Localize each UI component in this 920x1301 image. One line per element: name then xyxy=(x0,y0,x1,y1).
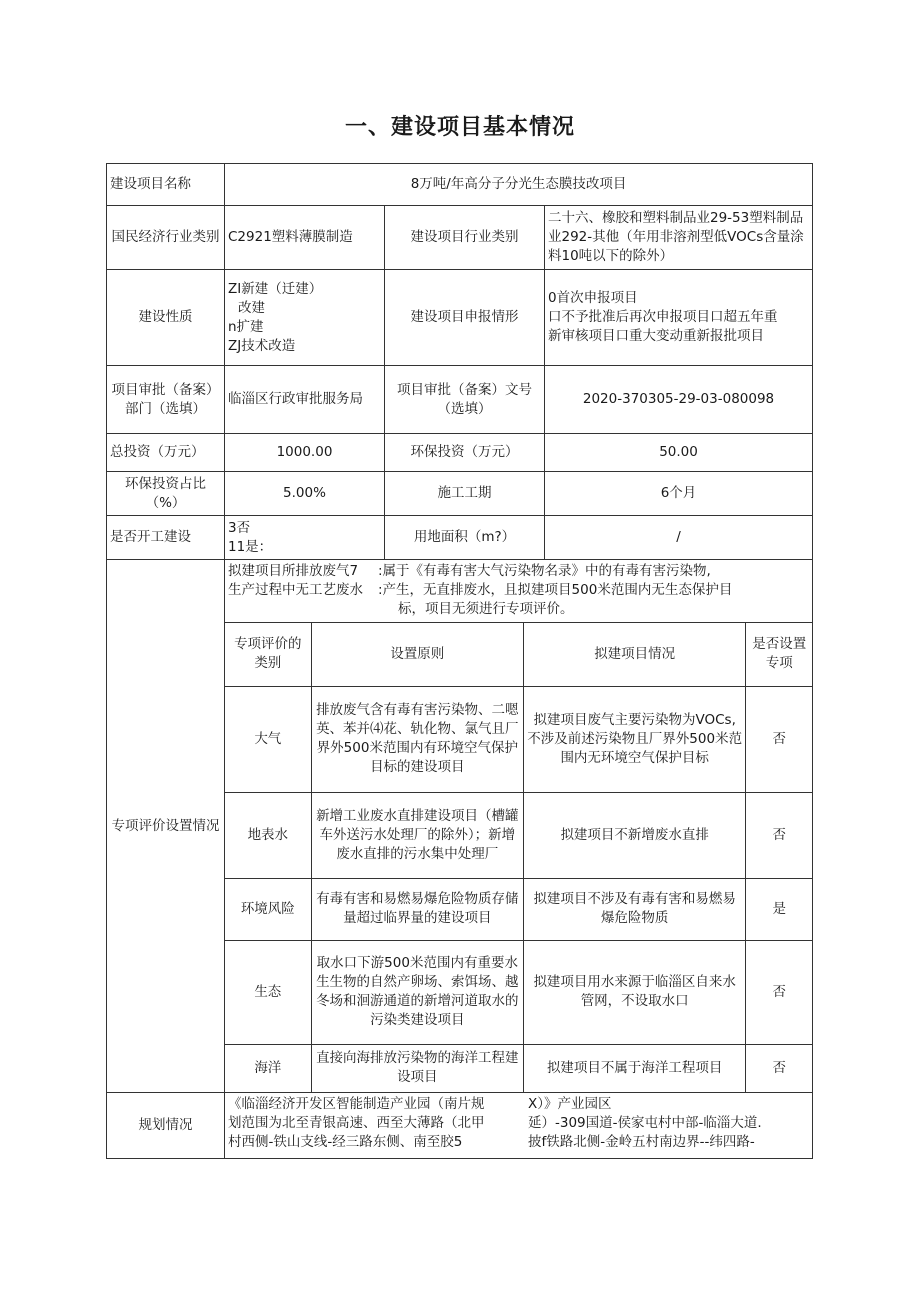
special-intro xyxy=(225,560,812,622)
special-intro-right-2: :产生，无直排废水，且拟建项目500米范围内无生态保护目 xyxy=(378,582,733,598)
approval-dept-value: 临淄区行政审批服务局 xyxy=(225,366,385,434)
env-investment-value: 50.00 xyxy=(545,434,813,472)
special-intro-row xyxy=(225,560,812,622)
header-situation: 拟建项目情况 xyxy=(524,622,746,686)
planning-label: 规划情况 xyxy=(107,1093,225,1159)
row-set: 否 xyxy=(746,1044,812,1092)
table-row xyxy=(225,792,812,878)
row-category: 海洋 xyxy=(225,1044,311,1092)
planning-left xyxy=(228,1095,528,1152)
row-situation: 拟建项目用水来源于临淄区自来水管网，不设取水口 xyxy=(524,940,746,1044)
row-set: 是 xyxy=(746,878,812,940)
env-investment-label: 环保投资（万元） xyxy=(385,434,545,472)
declaration-line-3[interactable]: 新审核项目口重大变动重新报批项目 xyxy=(548,328,764,344)
land-area-value: / xyxy=(545,516,813,560)
started-option-no[interactable]: 3否 xyxy=(228,519,251,536)
row-nature xyxy=(107,270,813,366)
industry-category-label: 建设项目行业类别 xyxy=(385,206,545,270)
row-started xyxy=(107,516,813,560)
planning-right xyxy=(528,1095,809,1152)
planning-right-1: X）》产业园区 xyxy=(528,1096,612,1112)
row-ratio xyxy=(107,472,813,516)
basic-info-table xyxy=(106,163,813,1159)
row-category: 环境风险 xyxy=(225,878,311,940)
declaration-line-2[interactable]: 口不予批准后再次申报项目口超五年重 xyxy=(548,309,778,325)
planning-left-1: 《临淄经济开发区智能制造产业园（南片规 xyxy=(228,1096,485,1112)
row-principle: 直接向海排放污染物的海洋工程建设项目 xyxy=(311,1044,523,1092)
row-situation: 拟建项目废气主要污染物为VOCs,不涉及前述污染物且厂界外500米范围内无环境空气保护目标 xyxy=(524,686,746,792)
land-area-label: 用地面积（m?） xyxy=(385,516,545,560)
row-category: 大气 xyxy=(225,686,311,792)
header-principle: 设置原则 xyxy=(311,622,523,686)
nature-label: 建设性质 xyxy=(107,270,225,366)
header-set: 是否设置专项 xyxy=(746,622,812,686)
special-assessment-table xyxy=(225,560,812,1092)
row-planning xyxy=(107,1093,813,1159)
page-title: 一、建设项目基本情况 xyxy=(344,115,575,140)
row-situation: 拟建项目不新增废水直排 xyxy=(524,792,746,878)
nature-options xyxy=(225,270,385,366)
row-investment xyxy=(107,434,813,472)
planning-left-2: 划范围为北至青银高速、西至大薄路（北甲 xyxy=(228,1115,485,1131)
row-set: 否 xyxy=(746,792,812,878)
industry-category-value: 二十六、橡胶和塑料制品业29-53塑料制品业292-其他（年用非溶剂型低VOCs含量涂料10吨以下的除外） xyxy=(545,206,813,270)
nature-option-expand[interactable]: n扩建 xyxy=(228,318,264,335)
table-row xyxy=(225,1044,812,1092)
started-label: 是否开工建设 xyxy=(107,516,225,560)
header-category: 专项评价的类别 xyxy=(225,622,311,686)
special-header-row xyxy=(225,622,812,686)
row-situation: 拟建项目不属于海洋工程项目 xyxy=(524,1044,746,1092)
industry-label: 国民经济行业类别 xyxy=(107,206,225,270)
row-principle: 取水口下游500米范围内有重要水生生物的自然产卵场、索饵场、越冬场和洄游通道的新增河道取水的污染类建设项目 xyxy=(311,940,523,1044)
special-intro-left-1: 拟建项目所排放废气7 xyxy=(228,563,359,579)
started-option-yes[interactable]: 11是： xyxy=(228,538,273,555)
planning-body xyxy=(225,1093,813,1159)
row-set: 否 xyxy=(746,940,812,1044)
approval-dept-label: 项目审批（备案）部门（选填） xyxy=(107,366,225,434)
special-intro-left-2: 生产过程中无工艺废水 xyxy=(228,582,363,598)
industry-value: C2921塑料薄膜制造 xyxy=(225,206,385,270)
row-approval xyxy=(107,366,813,434)
row-principle: 有毒有害和易燃易爆危险物质存储量超过临界量的建设项目 xyxy=(311,878,523,940)
total-investment-label: 总投资（万元） xyxy=(107,434,225,472)
construction-period-label: 施工工期 xyxy=(385,472,545,516)
special-assessment-label: 专项评价设置情况 xyxy=(107,560,225,1093)
approval-doc-value: 2020-370305-29-03-080098 xyxy=(545,366,813,434)
nature-option-new[interactable]: ZI新建（迁建） xyxy=(228,280,323,297)
approval-doc-label: 项目审批（备案）文号（选填） xyxy=(385,366,545,434)
table-row xyxy=(225,940,812,1044)
planning-left-3: 村西侧-铁山支线-经三路东侧、南至胶5 xyxy=(228,1134,463,1150)
row-category: 地表水 xyxy=(225,792,311,878)
table-row xyxy=(225,878,812,940)
row-category: 生态 xyxy=(225,940,311,1044)
special-intro-right-1: :属于《有毒有害大气污染物名录》中的有毒有害污染物, xyxy=(378,563,711,579)
row-industry xyxy=(107,206,813,270)
row-principle: 排放废气含有毒有害污染物、二嗯英、苯并⑷花、轨化物、氯气且厂界外500米范围内有环境空气保护目标的建设项目 xyxy=(311,686,523,792)
nature-option-rebuild[interactable]: 改建 xyxy=(238,299,265,316)
env-ratio-label: 环保投资占比（%） xyxy=(107,472,225,516)
row-special-assessment xyxy=(107,560,813,1093)
special-intro-right xyxy=(378,562,809,619)
declaration-line-1[interactable]: 0首次申报项目 xyxy=(548,290,638,306)
row-situation: 拟建项目不涉及有毒有害和易燃易爆危险物质 xyxy=(524,878,746,940)
row-principle: 新增工业废水直排建设项目（槽罐车外送污水处理厂的除外）；新增废水直排的污水集中处理厂 xyxy=(311,792,523,878)
special-assessment-body xyxy=(225,560,813,1093)
declaration-label: 建设项目申报情形 xyxy=(385,270,545,366)
special-intro-right-3: 标，项目无须进行专项评价。 xyxy=(398,601,574,617)
row-set: 否 xyxy=(746,686,812,792)
row-project-name xyxy=(107,164,813,206)
started-options xyxy=(225,516,385,560)
planning-right-2: 延）-309国道-侯家屯村中部-临淄大道. xyxy=(528,1115,762,1131)
project-name-label: 建设项目名称 xyxy=(107,164,225,206)
declaration-options xyxy=(545,270,813,366)
planning-right-3: 披f铁路北侧-金岭五村南边界--纬四路- xyxy=(528,1134,755,1150)
nature-option-tech[interactable]: ZJ技术改造 xyxy=(228,337,296,354)
special-intro-left xyxy=(228,562,378,619)
total-investment-value: 1000.00 xyxy=(225,434,385,472)
construction-period-value: 6个月 xyxy=(545,472,813,516)
table-row xyxy=(225,686,812,792)
env-ratio-value: 5.00% xyxy=(225,472,385,516)
project-name-value: 8万吨/年高分子分光生态膜技改项目 xyxy=(225,164,813,206)
